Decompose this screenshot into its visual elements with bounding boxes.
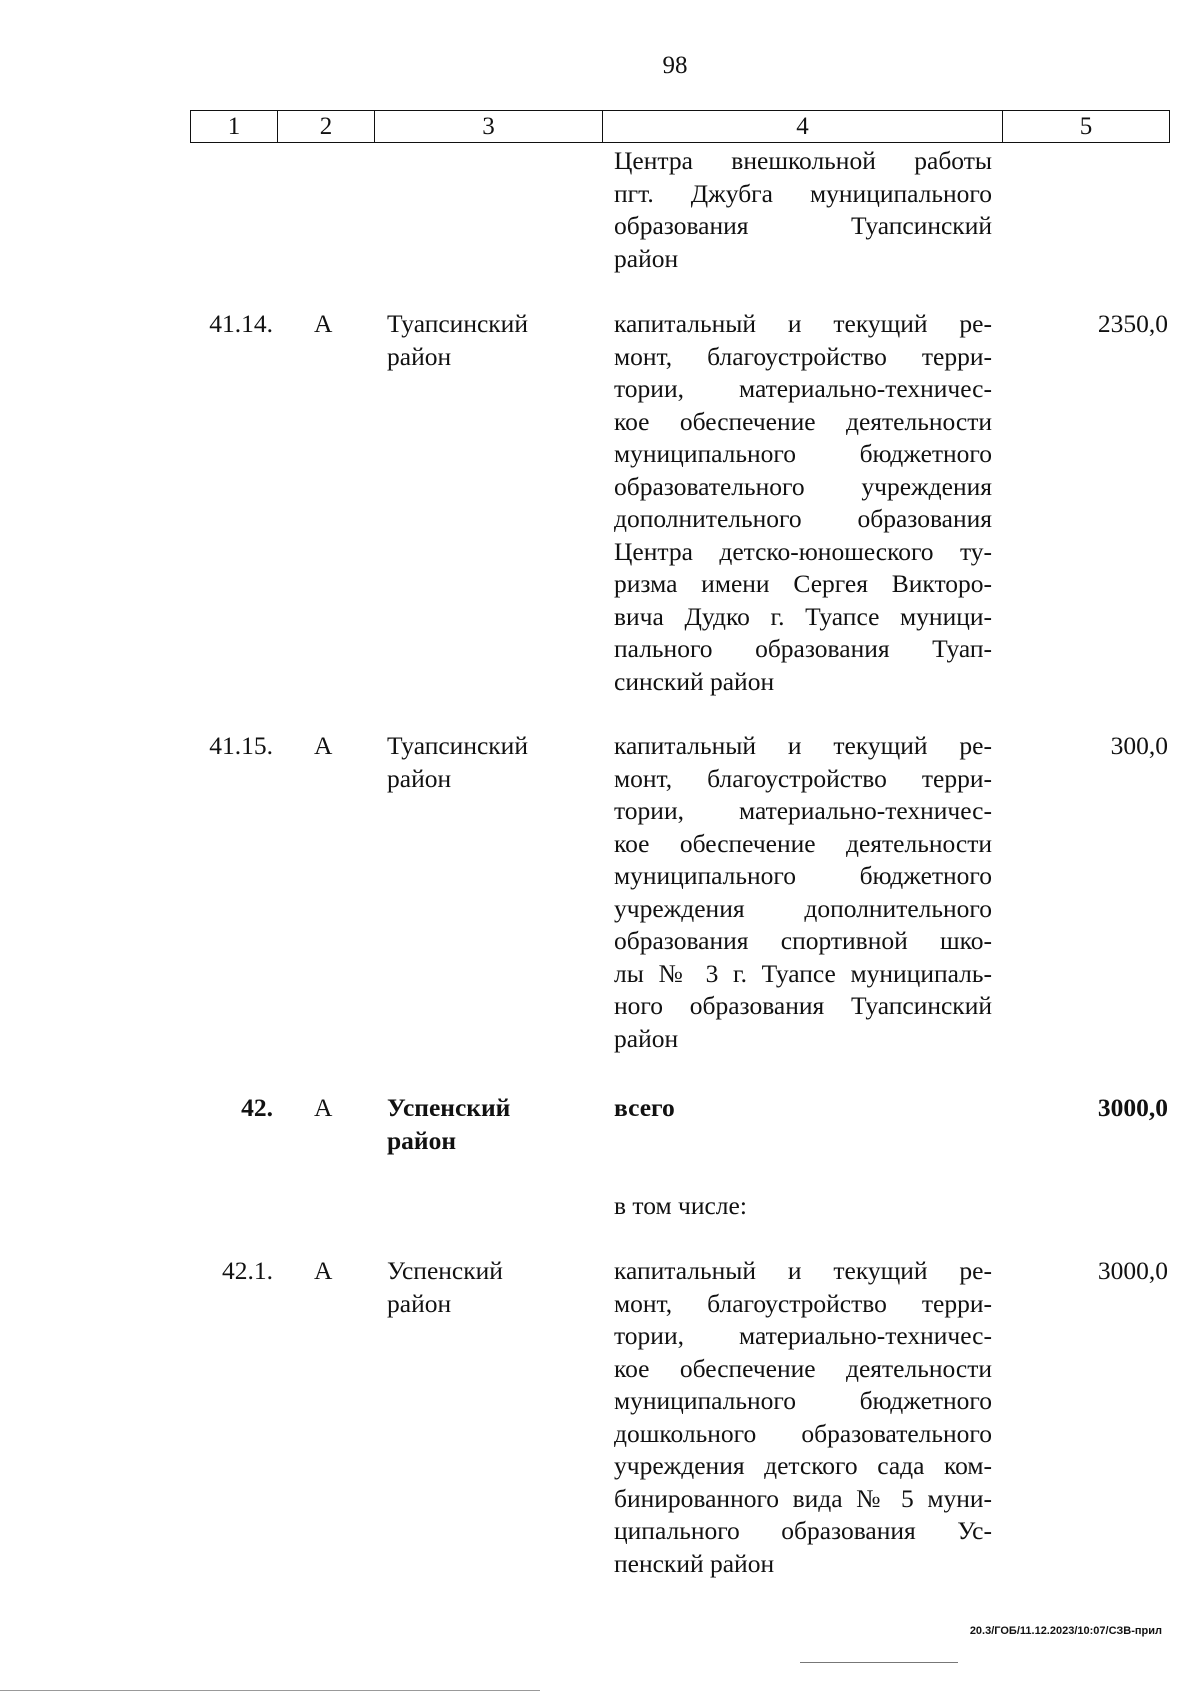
- description-line: район: [614, 243, 679, 273]
- footer-stamp: 20.3/ГОБ/11.12.2023/10:07/СЗВ-прил: [969, 1625, 1162, 1637]
- district-line: район: [387, 341, 452, 371]
- row-amount: 2350,0: [1097, 309, 1168, 338]
- description-line: всего: [614, 1093, 675, 1122]
- description-line: ципального образования Ус-: [614, 1516, 992, 1545]
- row-amount: 3000,0: [1097, 1256, 1168, 1285]
- row-letter: А: [314, 731, 333, 760]
- description-line: образования Туапсинский: [614, 211, 992, 240]
- description-line: тории, материально-техничес-: [614, 796, 992, 825]
- description-line: лы № 3 г. Туапсе муниципаль-: [614, 958, 992, 988]
- row-description: [614, 308, 992, 698]
- scan-edge-line: [0, 1690, 540, 1691]
- description-line: образования спортивной шко-: [614, 926, 992, 955]
- row-amount: 300,0: [1110, 731, 1168, 760]
- description-line: муниципального бюджетного: [614, 861, 992, 890]
- row-letter: А: [314, 1256, 333, 1285]
- header-col-5: 5: [1079, 113, 1093, 140]
- description-line: Центра внешкольной работы: [614, 146, 992, 175]
- header-col-2: 2: [278, 111, 375, 142]
- description-line: район: [614, 1023, 679, 1053]
- footer-rule: [800, 1662, 958, 1663]
- description-line: дополнительного образования: [614, 504, 992, 533]
- row-number: 41.14.: [209, 309, 273, 338]
- row-description: [614, 1092, 992, 1125]
- description-line: учреждения дополнительного: [614, 893, 992, 923]
- row-description: [614, 1255, 992, 1580]
- description-line: тории, материально-техничес-: [614, 374, 992, 403]
- page-number: 98: [662, 52, 688, 79]
- district-line: Успенский: [387, 1256, 503, 1285]
- description-line: кое обеспечение деятельности: [614, 406, 992, 436]
- row-amount: 3000,0: [1097, 1093, 1168, 1122]
- header-col-4: 4: [603, 111, 1003, 142]
- description-line: бинированного вида № 5 муни-: [614, 1483, 992, 1513]
- row-letter: А: [314, 1093, 333, 1122]
- description-line: монт, благоустройство терри-: [614, 341, 992, 371]
- in-total-label: в том числе:: [614, 1191, 747, 1220]
- description-line: муниципального бюджетного: [614, 1386, 992, 1415]
- header-col-3: 3: [375, 111, 603, 142]
- row-number: 41.15.: [209, 731, 273, 760]
- district-line: район: [387, 1125, 457, 1155]
- district-line: Туапсинский: [387, 309, 528, 338]
- description-line: учреждения детского сада ком-: [614, 1451, 992, 1480]
- row-district: [387, 730, 607, 795]
- row-district: [387, 1255, 607, 1320]
- description-line: тории, материально-техничес-: [614, 1321, 992, 1350]
- row-number: 42.: [241, 1093, 273, 1122]
- description-line: кое обеспечение деятельности: [614, 828, 992, 858]
- description-line: синский район: [614, 666, 775, 696]
- description-line: ризма имени Сергея Викторо-: [614, 569, 992, 598]
- description-line: пгт. Джубга муниципального: [614, 178, 992, 208]
- district-line: район: [387, 1288, 452, 1318]
- description-line: капитальный и текущий ре-: [614, 731, 992, 760]
- description-line: образовательного учреждения: [614, 471, 992, 501]
- row-number: 42.1.: [222, 1256, 273, 1285]
- district-line: район: [387, 763, 452, 793]
- description-line: муниципального бюджетного: [614, 439, 992, 468]
- description-line: монт, благоустройство терри-: [614, 763, 992, 793]
- header-col-1: 1: [191, 111, 278, 142]
- row-description: [614, 730, 992, 1055]
- district-line: Успенский: [387, 1093, 511, 1122]
- description-line: Центра детско-юношеского ту-: [614, 536, 992, 566]
- district-line: Туапсинский: [387, 731, 528, 760]
- continuation-description: [614, 145, 992, 275]
- description-line: пенский район: [614, 1548, 775, 1578]
- description-line: пального образования Туап-: [614, 634, 992, 663]
- description-line: кое обеспечение деятельности: [614, 1353, 992, 1383]
- description-line: капитальный и текущий ре-: [614, 309, 992, 338]
- description-line: дошкольного образовательного: [614, 1418, 992, 1448]
- description-line: ного образования Туапсинский: [614, 991, 992, 1020]
- row-district: [387, 1092, 607, 1157]
- table-header: [190, 110, 1170, 143]
- description-line: вича Дудко г. Туапсе муници-: [614, 601, 992, 631]
- row-district: [387, 308, 607, 373]
- description-line: монт, благоустройство терри-: [614, 1288, 992, 1318]
- row-letter: А: [314, 309, 333, 338]
- description-line: капитальный и текущий ре-: [614, 1256, 992, 1285]
